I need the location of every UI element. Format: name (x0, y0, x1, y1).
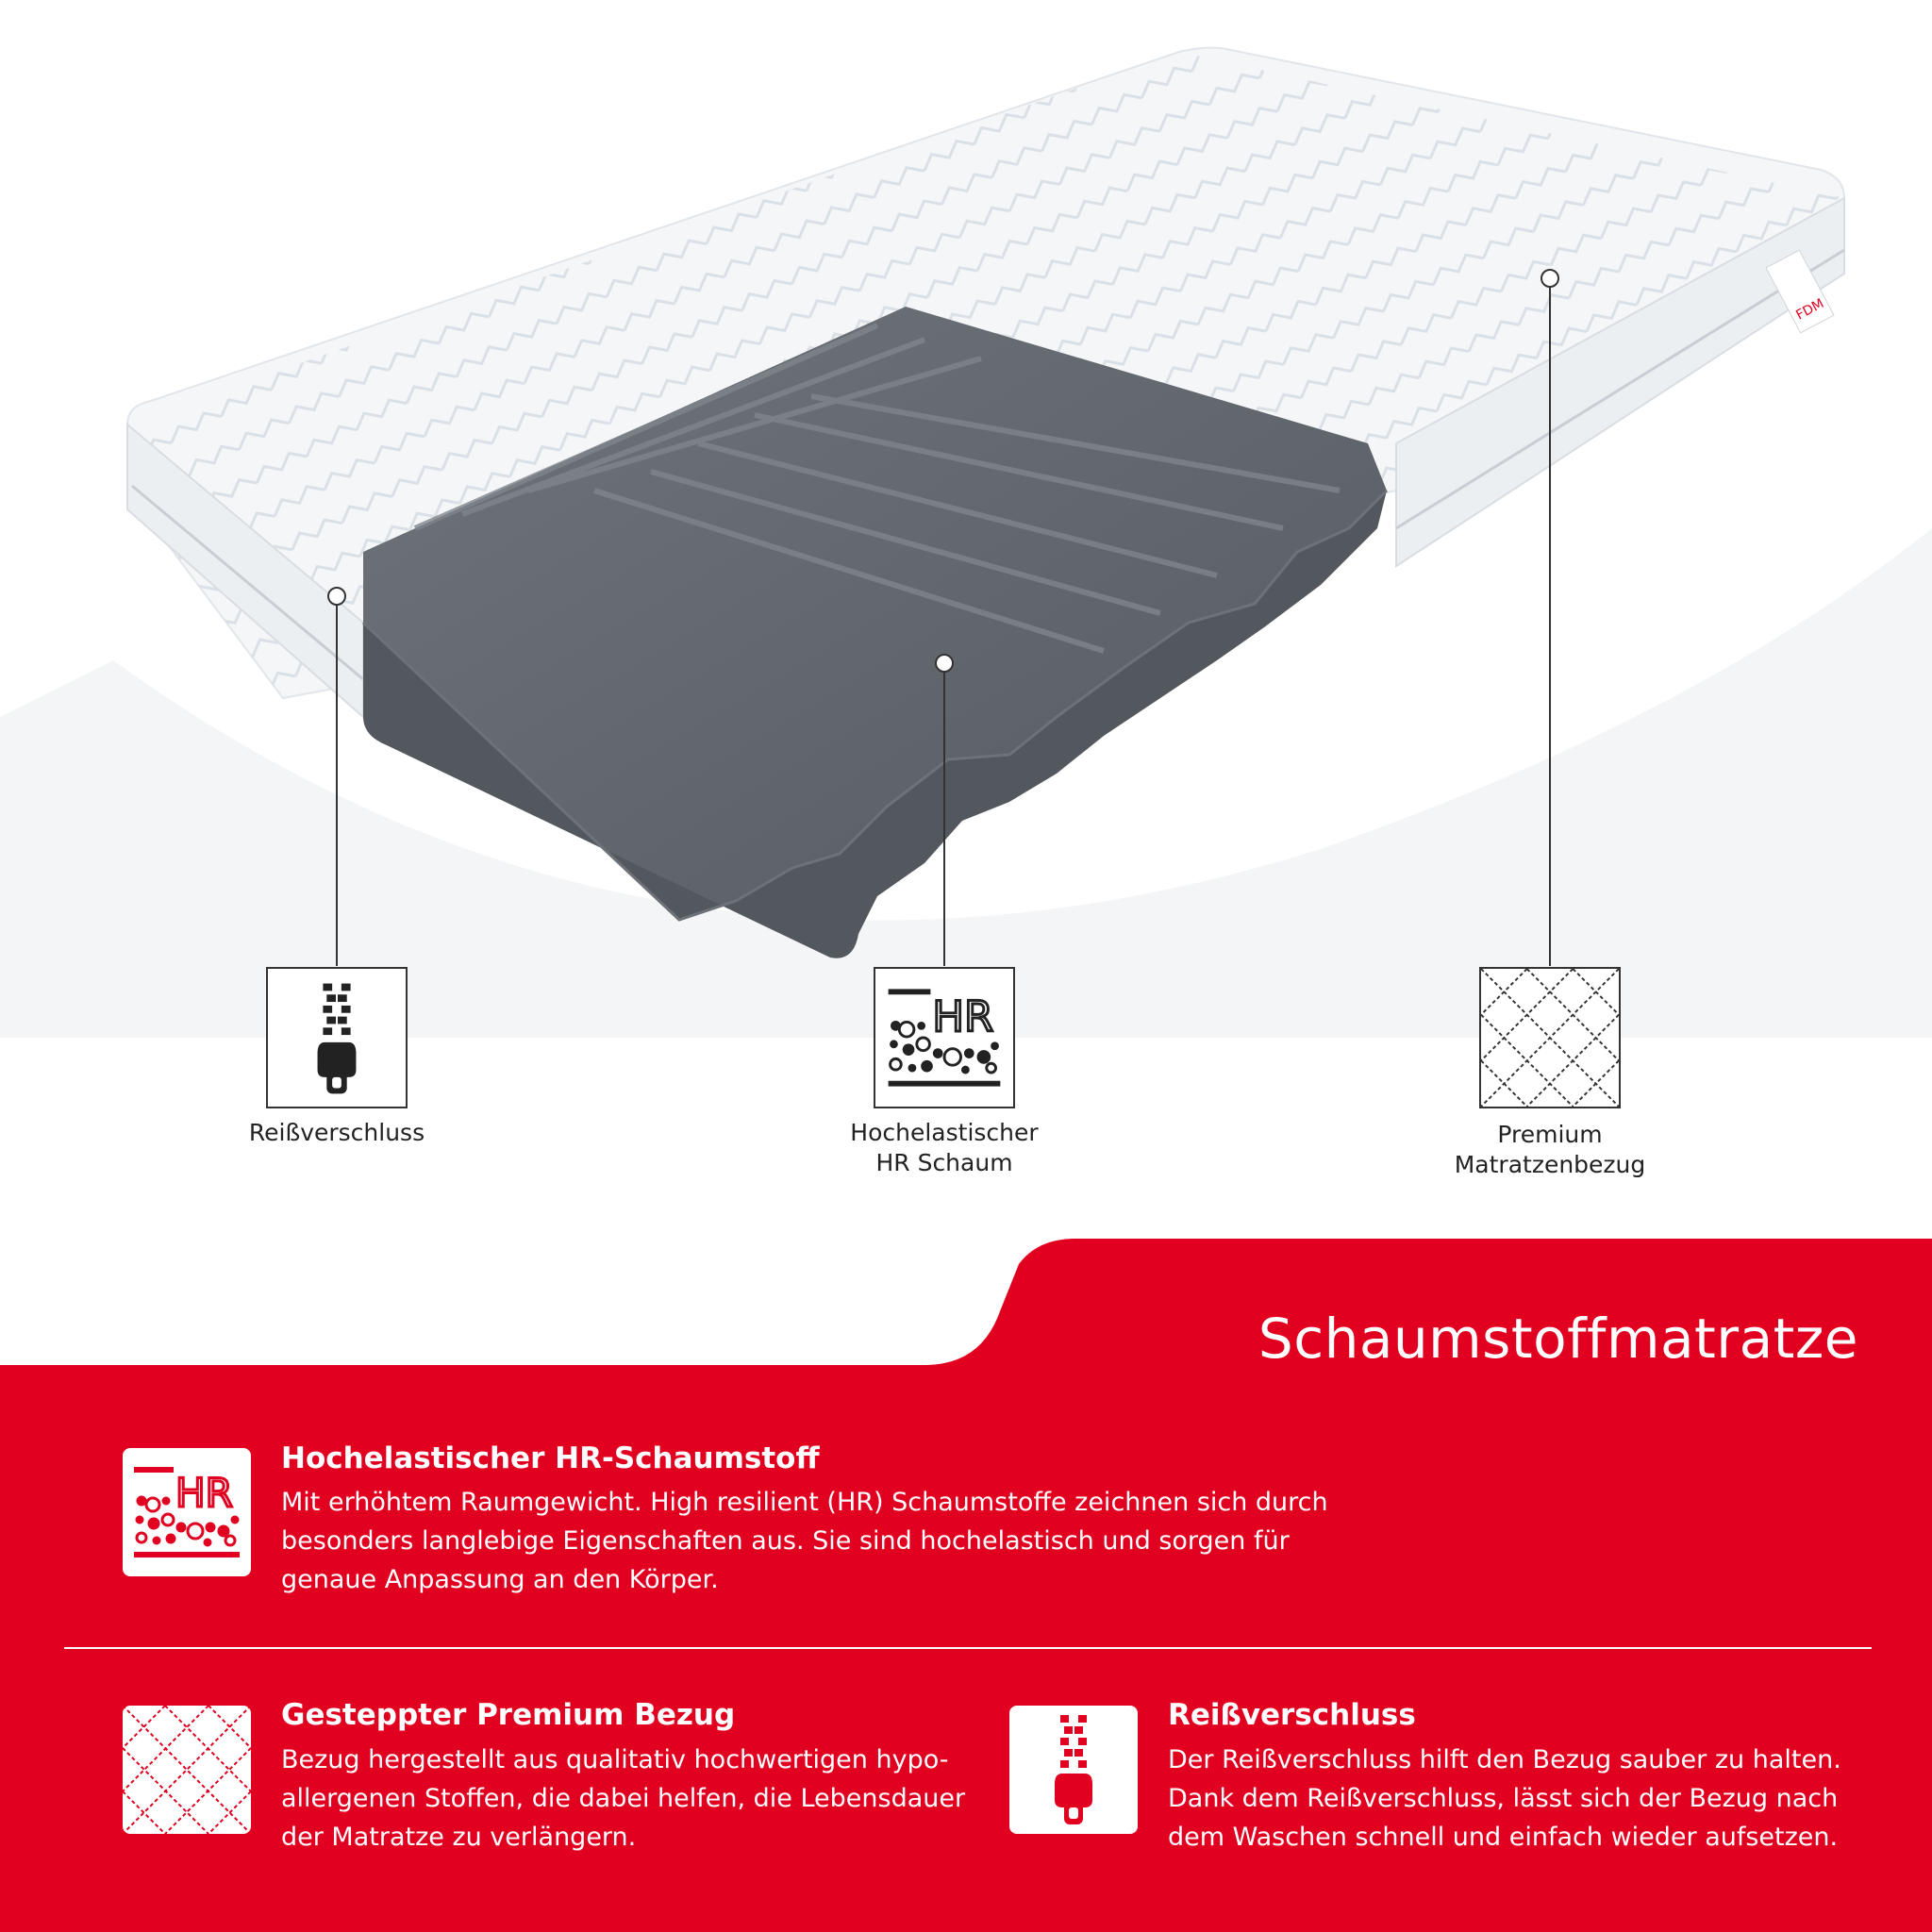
callout-dot-cover (1541, 270, 1558, 287)
feature-body-cover: Bezug hergestellt aus qualitativ hochwertigen hypo- allergenen Stoffen, die dabei helfen, die Lebensdauer der Matratze zu verlängern. (281, 1745, 966, 1852)
svg-text:HR: HR (932, 991, 994, 1042)
feature-icon-cover (123, 1706, 251, 1834)
feature-title-cover: Gesteppter Premium Bezug (281, 1698, 736, 1732)
hr-foam-icon (123, 1448, 251, 1576)
brand-tag: FDM (1793, 295, 1827, 324)
svg-text:HR: HR (175, 1470, 233, 1516)
callout-dot-foam (936, 655, 953, 672)
feature-icon-hr (123, 1448, 251, 1576)
feature-title-zipper: Reißverschluss (1168, 1698, 1416, 1732)
feature-divider (64, 1647, 1872, 1649)
zipper-icon (1009, 1706, 1138, 1834)
banner-title: Schaumstoffmatratze (1257, 1307, 1858, 1371)
callout-dot-zipper (328, 588, 345, 605)
callout-box-zipper (266, 967, 408, 1108)
callout-label-foam: Hochelastischer HR Schaum (850, 1119, 1039, 1176)
feature-body-hr: Mit erhöhtem Raumgewicht. High resilient (HR) Schaumstoffe zeichnen sich durch besonders langlebige Eigenschaften aus. Sie sind hochelastisch und sorgen für genaue Anpassung an den Körper. (281, 1488, 1328, 1594)
hr-foam-icon (875, 969, 1013, 1107)
quilted-cover-icon (123, 1706, 251, 1834)
callout-label-zipper: Reißverschluss (248, 1119, 425, 1146)
callout-label-cover: Premium Matratzenbezug (1454, 1121, 1646, 1178)
feature-icon-zipper (1009, 1706, 1138, 1834)
callout-box-cover (1479, 967, 1621, 1108)
zipper-icon (268, 969, 406, 1107)
feature-title-hr: Hochelastischer HR-Schaumstoff (281, 1441, 820, 1475)
quilted-cover-icon (1481, 969, 1619, 1107)
callout-box-foam (874, 967, 1015, 1108)
feature-body-zipper: Der Reißverschluss hilft den Bezug sauber zu halten. Dank dem Reißverschluss, lässt sich der Bezug nach dem Waschen schnell und einfach wieder aufsetzen. (1168, 1745, 1841, 1852)
